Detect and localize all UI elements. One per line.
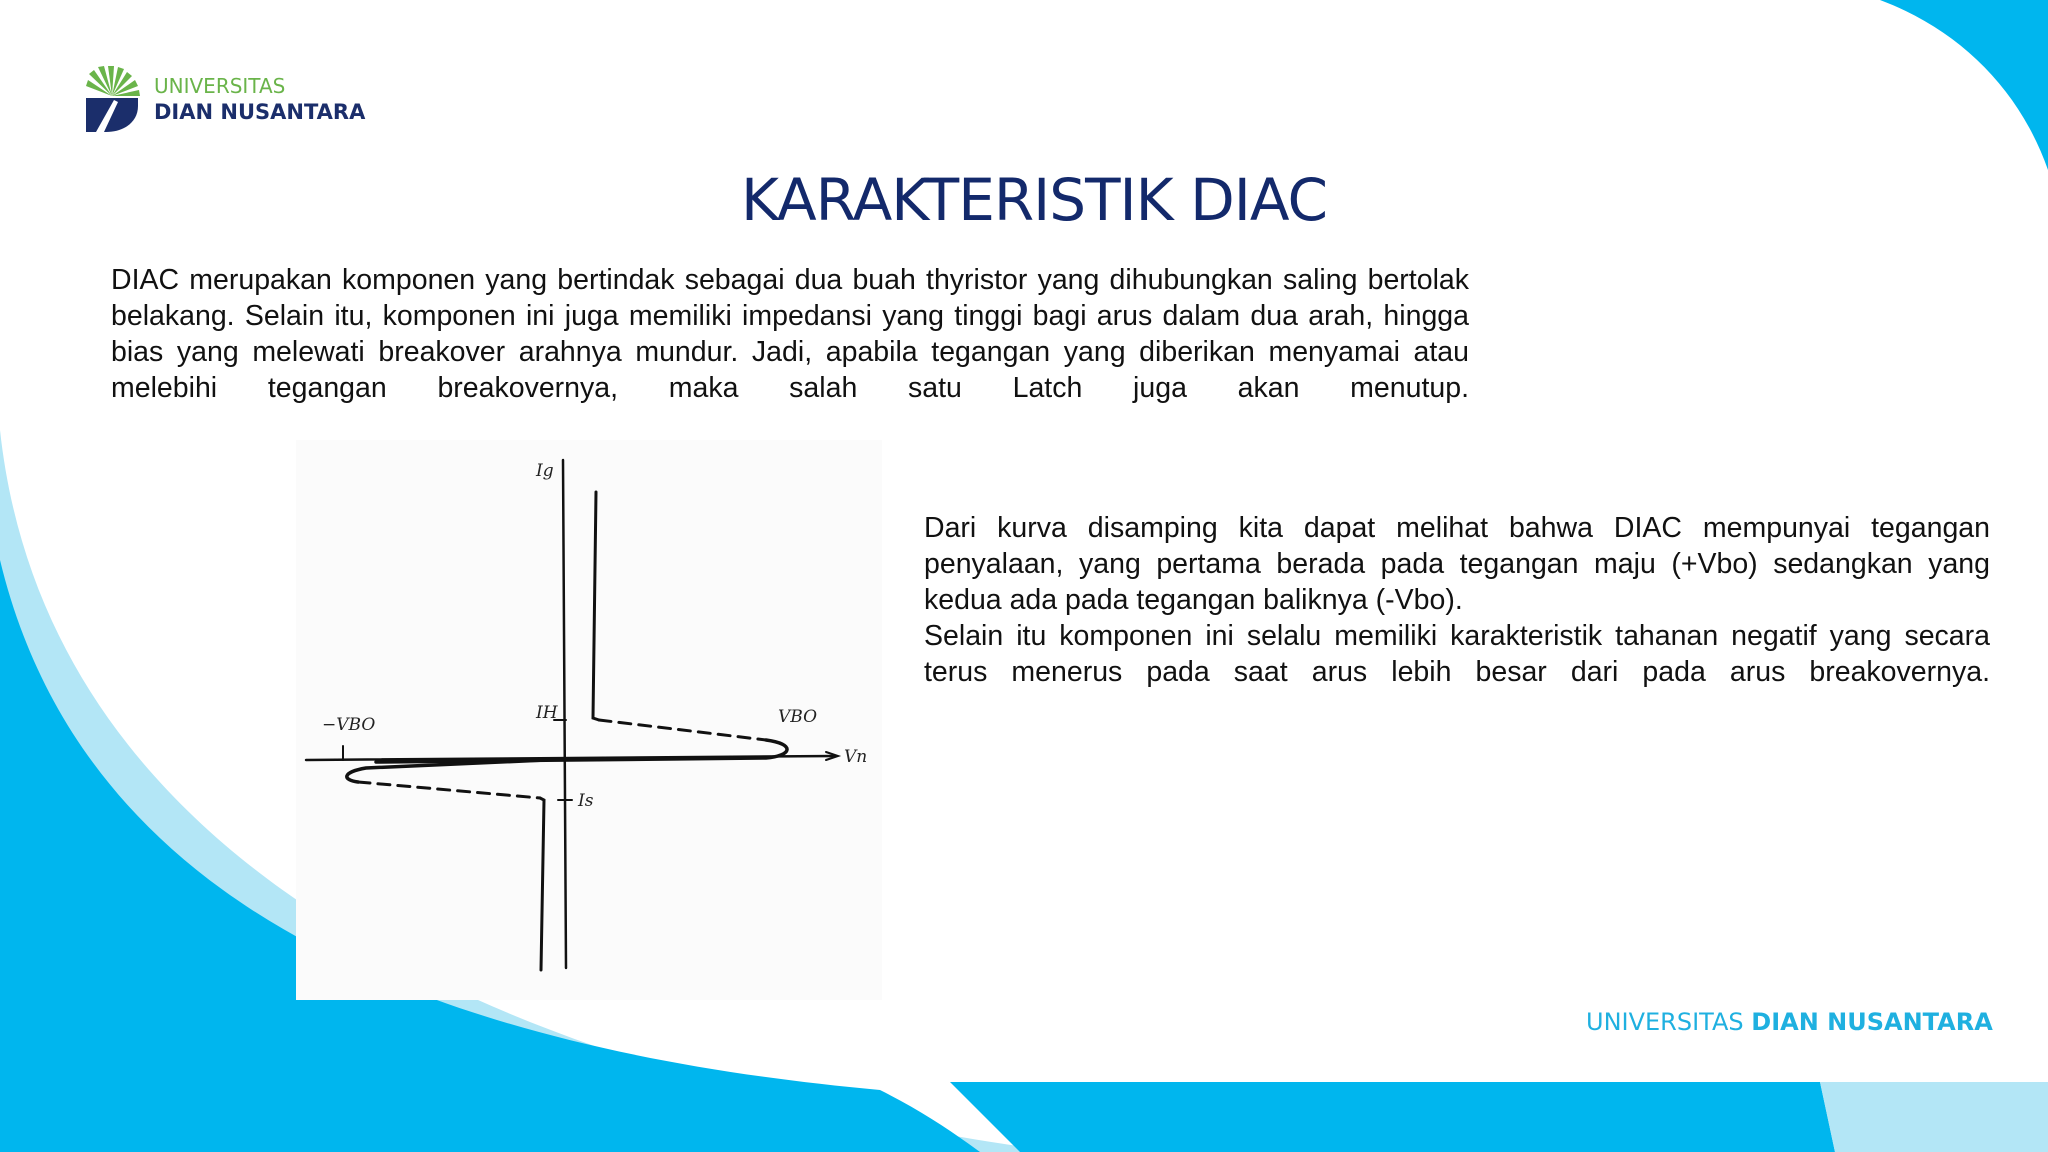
university-logo xyxy=(84,66,384,136)
explanation-block xyxy=(924,510,1990,690)
explanation-paragraph-1: Dari kurva disamping kita dapat melihat bahwa DIAC mempunyai tegangan penyalaan, yang pertama berada pada tegangan maju (+Vbo) sedangkan yang kedua ada pada tegangan baliknya (-Vbo). xyxy=(924,512,1990,616)
slide-title: KARAKTERISTIK DIAC xyxy=(740,166,1328,234)
logo-text-universitas: UNIVERSITAS xyxy=(154,74,286,98)
explanation-paragraph-2: Selain itu komponen ini selalu memiliki karakteristik tahanan negatif yang secara terus menerus pada saat arus lebih besar dari pada arus breakovernya. xyxy=(924,620,1990,688)
footer-brand xyxy=(1586,1008,1993,1036)
diac-characteristic-figure xyxy=(296,440,882,1000)
label-is: Is xyxy=(578,791,594,811)
label-vbo-negative: −VBO xyxy=(322,715,376,735)
footer-brand-bold: DIAN NUSANTARA xyxy=(1751,1008,1993,1036)
bottom-band-shape xyxy=(950,1082,1835,1152)
intro-paragraph: DIAC merupakan komponen yang bertindak sebagai dua buah thyristor yang dihubungkan saling bertolak belakang. Selain itu, komponen ini juga memiliki impedansi yang tinggi bagi arus dalam dua arah, hingga bias yang melewati breakover arahnya mundur. Jadi, apabila tegangan yang diberikan menyamai atau melebihi tegangan breakovernya, maka salah satu Latch juga akan menutup. xyxy=(111,264,1469,404)
label-ig: Ig xyxy=(536,461,554,481)
label-vbo-positive: VBO xyxy=(778,707,818,727)
sunburst-logo-icon xyxy=(84,66,140,132)
bottom-band-right xyxy=(1820,1082,2048,1152)
footer-brand-light: UNIVERSITAS xyxy=(1586,1008,1744,1036)
logo-text-dian-nusantara: DIAN NUSANTARA xyxy=(154,100,366,124)
label-vn: Vn xyxy=(844,747,868,767)
label-ih: IH xyxy=(536,703,558,723)
